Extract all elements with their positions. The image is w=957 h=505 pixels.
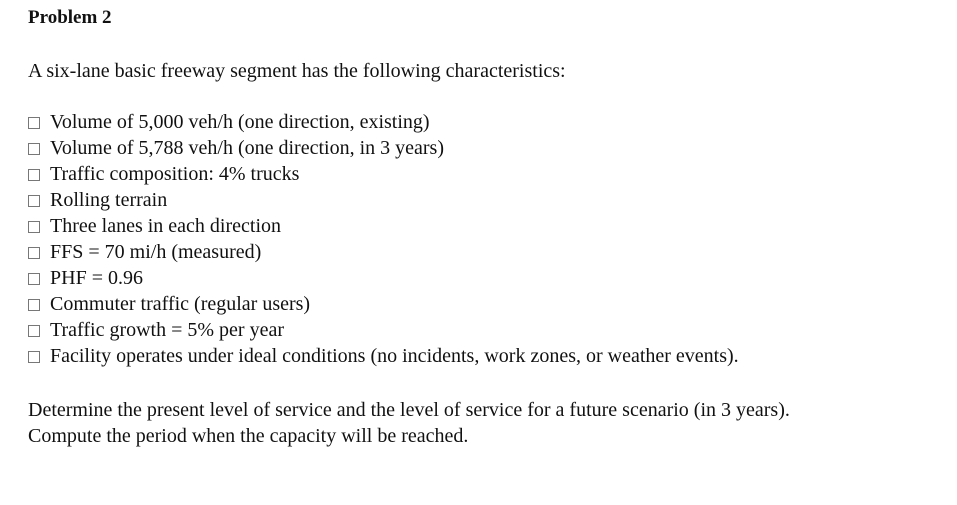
checkbox-icon — [28, 195, 40, 207]
list-item-label: Volume of 5,788 veh/h (one direction, in 3 years) — [50, 137, 444, 159]
list-item-label: Volume of 5,000 veh/h (one direction, existing) — [50, 111, 430, 133]
list-item — [28, 265, 739, 291]
list-item-label: Rolling terrain — [50, 189, 168, 211]
checkbox-icon — [28, 247, 40, 259]
list-item-label: Traffic composition: 4% trucks — [50, 163, 300, 185]
checkbox-icon — [28, 273, 40, 285]
checkbox-icon — [28, 117, 40, 129]
characteristics-list — [28, 109, 739, 369]
list-item — [28, 135, 739, 161]
list-item-label: Three lanes in each direction — [50, 215, 281, 237]
question-line-2: Compute the period when the capacity will be reached. — [28, 425, 469, 447]
list-item — [28, 343, 739, 369]
list-item-label: Commuter traffic (regular users) — [50, 293, 311, 315]
list-item — [28, 187, 739, 213]
question-line-1: Determine the present level of service and the level of service for a future scenario (in 3 years). — [28, 399, 790, 421]
list-item-label: PHF = 0.96 — [50, 267, 143, 289]
checkbox-icon — [28, 351, 40, 363]
list-item — [28, 239, 739, 265]
list-item-label: Facility operates under ideal conditions (no incidents, work zones, or weather events). — [50, 345, 739, 367]
problem-title: Problem 2 — [28, 7, 112, 28]
list-item — [28, 317, 739, 343]
list-item — [28, 161, 739, 187]
checkbox-icon — [28, 169, 40, 181]
list-item — [28, 213, 739, 239]
problem-question — [28, 397, 931, 449]
list-item-label: Traffic growth = 5% per year — [50, 319, 284, 341]
list-item-label: FFS = 70 mi/h (measured) — [50, 241, 262, 263]
list-item — [28, 291, 739, 317]
checkbox-icon — [28, 221, 40, 233]
checkbox-icon — [28, 325, 40, 337]
checkbox-icon — [28, 143, 40, 155]
problem-intro: A six-lane basic freeway segment has the following characteristics: — [28, 60, 566, 82]
list-item — [28, 109, 739, 135]
checkbox-icon — [28, 299, 40, 311]
